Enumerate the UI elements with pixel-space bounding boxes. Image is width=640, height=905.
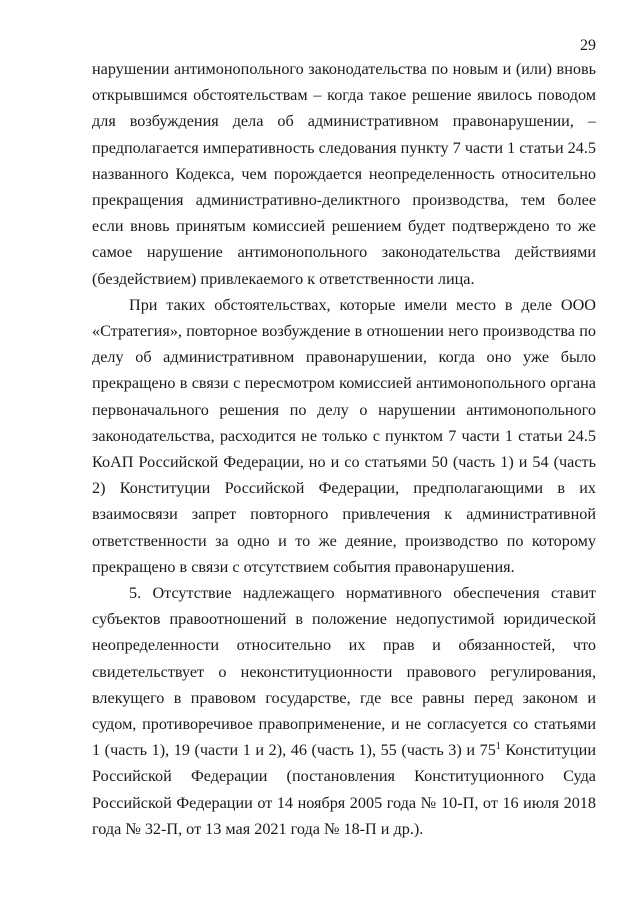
paragraph-point-5-text-end: Конституции Российской Федерации (постановления Конституционного Суда Российской Федерации от 14 ноября 2005 года № 10-П, от 16 июля 2018 года № 32-П, от 13 мая 2021 года № 18-П и др.). (92, 741, 596, 838)
article-superscript: 1 (495, 741, 501, 753)
page-number: 29 (580, 37, 596, 54)
paragraph-continuation: нарушении антимонопольного законодательства по новым и (или) вновь открывшимся обстоятельствам – когда такое решение явилось поводом для возбуждения дела об административном правонарушении, – предполагается императивность следования пункту 7 части 1 статьи 24.5 названного Кодекса, чем порождается неопределенность относительно прекращения административно-деликтного производства, тем более если вновь принятым комиссией решением будет подтверждено то же самое нарушение антимонопольного законодательства действиями (бездействием) привлекаемого к ответственности лица. (92, 60, 596, 288)
paragraph-point-5-text: 5. Отсутствие надлежащего нормативного обеспечения ставит субъектов правоотношений в положение недопустимой юридической неопределенности относительно их прав и обязанностей, что свидетельствует о неконституционности правового регулирования, влекущего в правовом государстве, где все равны перед законом и судом, противоречивое правоприменение, и не согласуется со статьями 1 (часть 1), 19 (части 1 и 2), 46 (часть 1), 55 (часть 3) и 75 (92, 584, 596, 760)
paragraph-point-5 (92, 580, 596, 842)
document-body (92, 56, 596, 842)
paragraph-circumstances: При таких обстоятельствах, которые имели место в деле ООО «Стратегия», повторное возбуждение в отношении него производства по делу об административном правонарушении, когда оно уже было прекращено в связи с пересмотром комиссией антимонопольного органа первоначального решения по делу о нарушении антимонопольного законодательства, расходится не только с пунктом 7 части 1 статьи 24.5 КоАП Российской Федерации, но и со статьями 50 (часть 1) и 54 (часть 2) Конституции Российской Федерации, предполагающими в их взаимосвязи запрет повторного привлечения к административной ответственности за одно и то же деяние, производство по которому прекращено в связи с отсутствием события правонарушения. (92, 295, 596, 576)
